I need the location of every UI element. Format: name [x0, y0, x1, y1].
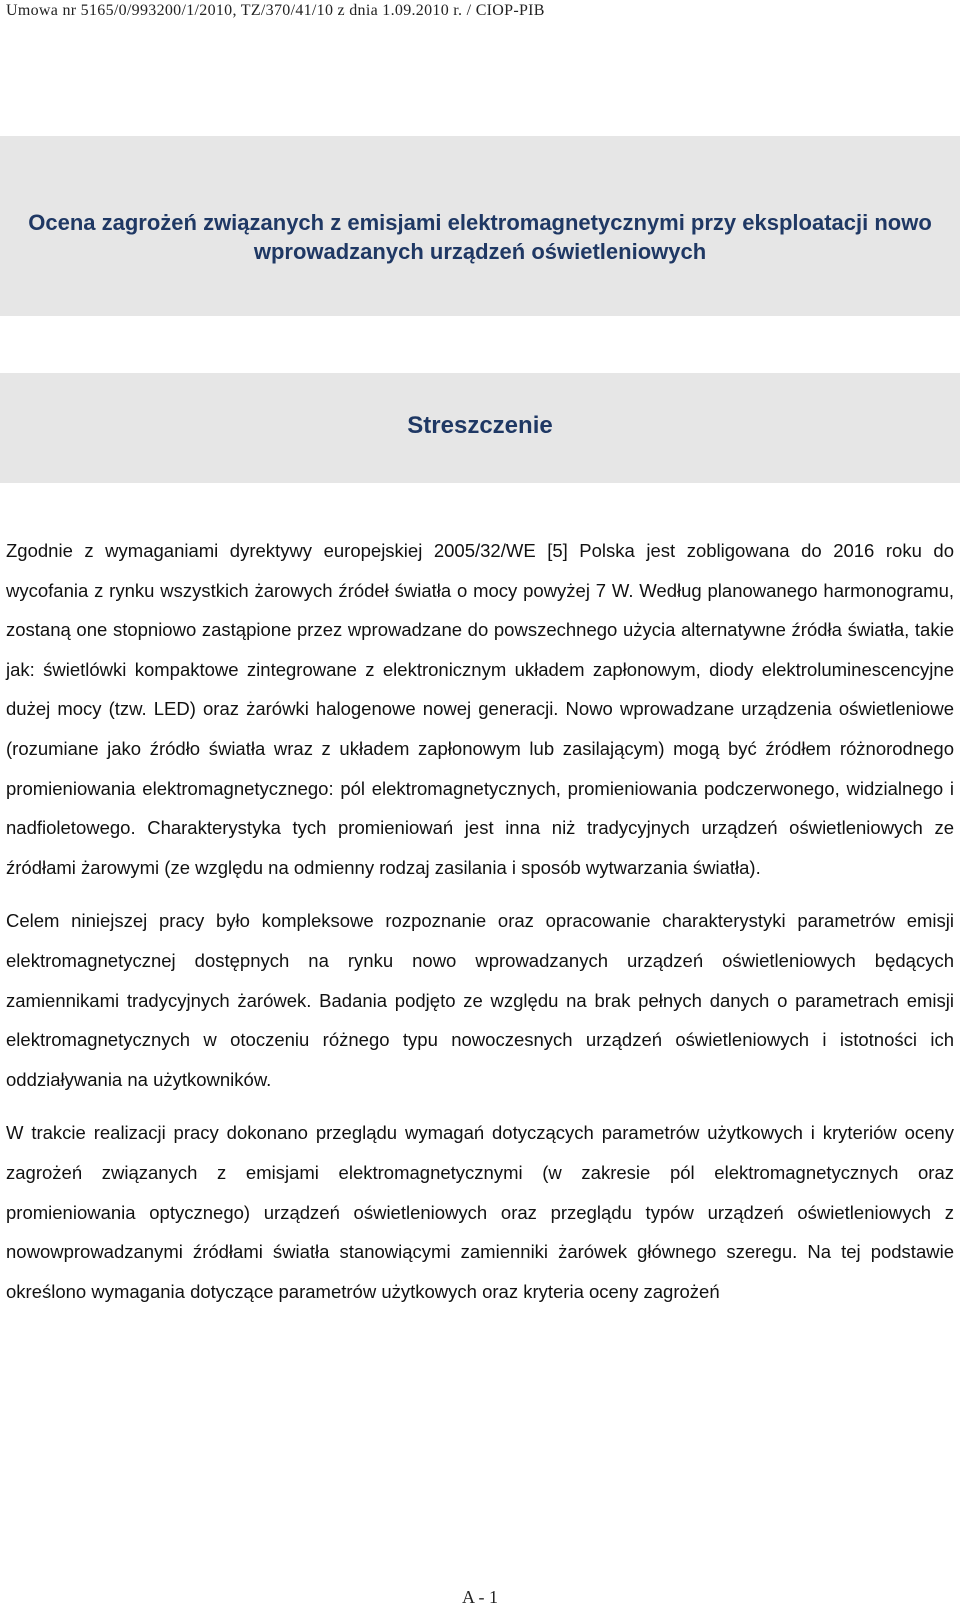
paragraph-2: Celem niniejszej pracy było kompleksowe rozpoznanie oraz opracowanie charakterystyki parametrów emisji elektromagnetycznej dostępnych na rynku nowo wprowadzanych urządzeń oświetleniowych będących zamiennikami tradycyjnych żarówek. Badania podjęto ze względu na brak pełnych danych o parametrach emisji elektromagnetycznych w otoczeniu różnego typu nowoczesnych urządzeń oświetleniowych i istotności ich oddziaływania na użytkowników.: [6, 910, 954, 1090]
body-text: [6, 531, 954, 1311]
document-title: Ocena zagrożeń związanych z emisjami elektromagnetycznymi przy eksploatacji nowo wprowadzanych urządzeń oświetleniowych: [28, 210, 932, 264]
summary-heading-box: [0, 373, 960, 483]
paragraph-1: Zgodnie z wymaganiami dyrektywy europejskiej 2005/32/WE [5] Polska jest zobligowana do 2016 roku do wycofania z rynku wszystkich żarowych źródeł światła o mocy powyżej 7 W. Według planowanego harmonogramu, zostaną one stopniowo zastąpione przez wprowadzane do powszechnego użycia alternatywne źródła światła, takie jak: świetlówki kompaktowe zintegrowane z elektronicznym układem zapłonowym, diody elektroluminescencyjne dużej mocy (tzw. LED) oraz żarówki halogenowe nowej generacji. Nowo wprowadzane urządzenia oświetleniowe (rozumiane jako źródło światła wraz z układem zapłonowym lub zasilającym) mogą być źródłem różnorodnego promieniowania elektromagnetycznego: pól elektromagnetycznych, promieniowania podczerwonego, widzialnego i nadfioletowego. Charakterystyka tych promieniowań jest inna niż tradycyjnych urządzeń oświetleniowych ze źródłami żarowymi (ze względu na odmienny rodzaj zasilania i sposób wytwarzania światła).: [6, 540, 954, 878]
section-heading: Streszczenie: [407, 412, 553, 439]
title-box: [0, 136, 960, 316]
document-header: Umowa nr 5165/0/993200/1/2010, TZ/370/41/10 z dnia 1.09.2010 r. / CIOP-PIB: [6, 2, 545, 19]
paragraph-3: W trakcie realizacji pracy dokonano przeglądu wymagań dotyczących parametrów użytkowych i kryteriów oceny zagrożeń związanych z emisjami elektromagnetycznymi (w zakresie pól elektromagnetycznych oraz promieniowania optycznego) urządzeń oświetleniowych oraz przeglądu typów urządzeń oświetleniowych z nowowprowadzanymi źródłami światła stanowiącymi zamienniki żarówek głównego szeregu. Na tej podstawie określono wymagania dotyczące parametrów użytkowych oraz kryteria oceny zagrożeń: [6, 1122, 954, 1302]
page-number: A - 1: [462, 1587, 498, 1607]
